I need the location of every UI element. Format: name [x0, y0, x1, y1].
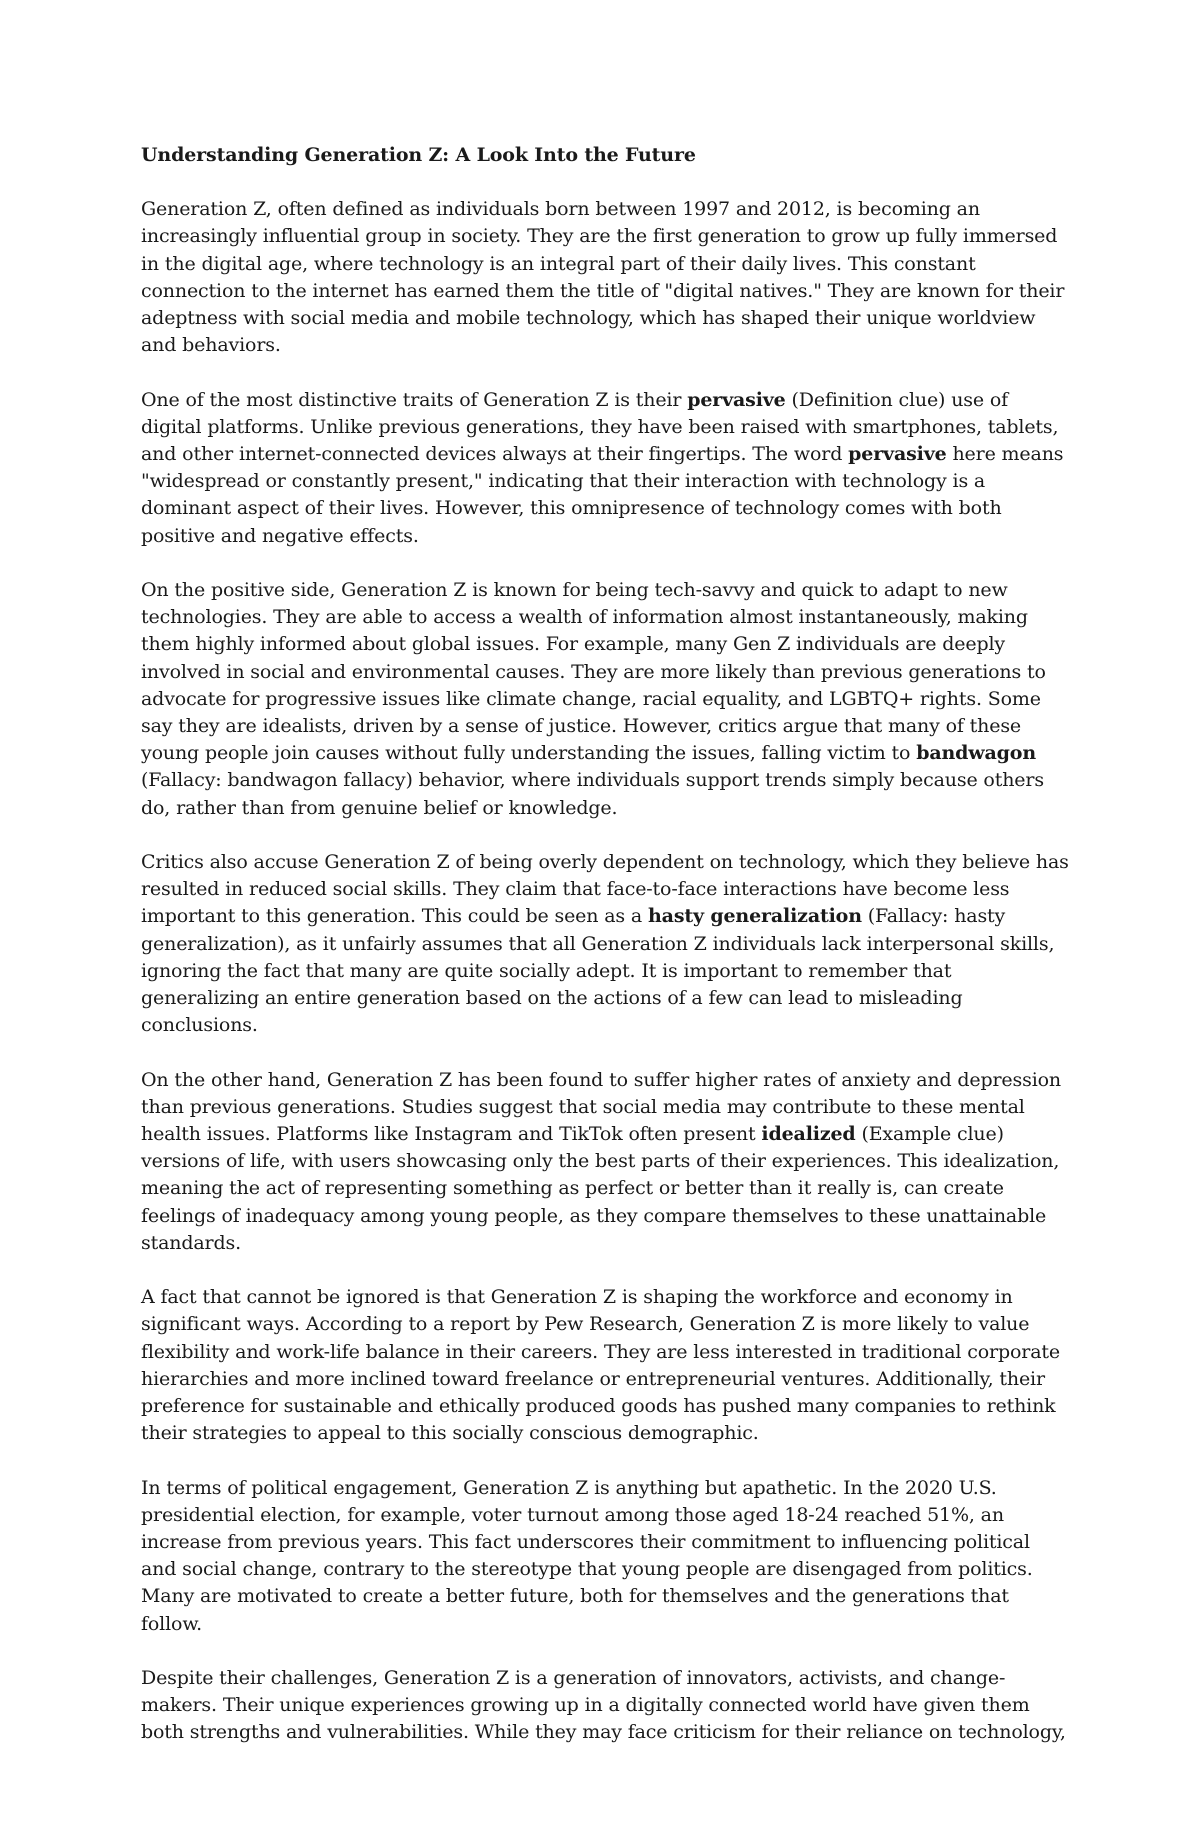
document-body	[141, 196, 1071, 1746]
body-paragraph	[141, 577, 1071, 822]
bold-term: hasty generalization	[648, 905, 862, 928]
body-paragraph	[141, 1067, 1071, 1257]
bold-term: idealized	[761, 1123, 856, 1146]
text-run: (Example clue) versions of life, with users showcasing only the best parts of their experiences. This idealization, meaning the act of representing something as perfect or better than it really is, can create feelings of inadequacy among young people, as they compare themselves to these unattainable standards.	[141, 1123, 1060, 1254]
text-run: In terms of political engagement, Generation Z is anything but apathetic. In the 2020 U.S. presidential election, for example, voter turnout among those aged 18-24 reached 51%, an increase from previous years. This fact underscores their commitment to influencing political and social change, contrary to the stereotype that young people are disengaged from politics. Many are motivated to create a better future, both for themselves and the generations that follow.	[141, 1476, 1033, 1635]
body-paragraph	[141, 849, 1071, 1039]
text-run: here means "widespread or constantly present," indicating that their interaction with technology is a dominant aspect of their lives. However, this omnipresence of technology comes with both positive and negative effects.	[141, 443, 1064, 547]
text-run: Generation Z, often defined as individuals born between 1997 and 2012, is becoming an increasingly influential group in society. They are the first generation to grow up fully immersed in the digital age, where technology is an integral part of their daily lives. This constant connection to the internet has earned them the title of "digital natives." They are known for their adeptness with social media and mobile technology, which has shaped their unique worldview and behaviors.	[141, 198, 1065, 357]
bold-term: pervasive	[848, 443, 947, 466]
text-run: (Fallacy: hasty generalization), as it unfairly assumes that all Generation Z individuals lack interpersonal skills, ignoring the fact that many are quite socially adept. It is important to remember that generalizing an entire generation based on the actions of a few can lead to misleading conclusions.	[141, 905, 1055, 1037]
text-run: (Fallacy: bandwagon fallacy) behavior, where individuals support trends simply because others do, rather than from genuine belief or knowledge.	[141, 769, 1044, 819]
body-paragraph	[141, 196, 1071, 359]
document-title: Understanding Generation Z: A Look Into the Future	[141, 144, 696, 166]
text-run: A fact that cannot be ignored is that Generation Z is shaping the workforce and economy in significant ways. According to a report by Pew Research, Generation Z is more likely to value flexibility and work-life balance in their careers. They are less interested in traditional corporate hierarchies and more inclined toward freelance or entrepreneurial ventures. Additionally, their preference for sustainable and ethically produced goods has pushed many companies to rethink their strategies to appeal to this socially conscious demographic.	[141, 1286, 1060, 1445]
bold-term: pervasive	[687, 388, 786, 411]
text-run: One of the most distinctive traits of Generation Z is their	[141, 388, 688, 411]
document-page	[141, 142, 1071, 1774]
text-run: Critics also accuse Generation Z of being overly dependent on technology, which they believe has resulted in reduced social skills. They claim that face-to-face interactions have become less important to this generation. This could be seen as a	[141, 851, 1069, 928]
body-paragraph	[141, 1665, 1071, 1747]
bold-term: bandwagon	[916, 742, 1036, 765]
body-paragraph	[141, 387, 1071, 550]
text-run: (Definition clue) use of digital platforms. Unlike previous generations, they have been raised with smartphones, tablets, and other internet-connected devices always at their fingertips. The word	[141, 388, 1059, 466]
body-paragraph	[141, 1284, 1071, 1447]
text-run: On the positive side, Generation Z is known for being tech-savvy and quick to adapt to new technologies. They are able to access a wealth of information almost instantaneously, making them highly informed about global issues. For example, many Gen Z individuals are deeply involved in social and environmental causes. They are more likely than previous generations to advocate for progressive issues like climate change, racial equality, and LGBTQ+ rights. Some say they are idealists, driven by a sense of justice. However, critics argue that many of these young people join causes without fully understanding the issues, falling victim to	[141, 579, 1046, 765]
text-run: Despite their challenges, Generation Z is a generation of innovators, activists, and change-makers. Their unique experiences growing up in a digitally connected world have given them both strengths and vulnerabilities. While they may face criticism for their reliance on technology,	[141, 1667, 1066, 1744]
body-paragraph	[141, 1475, 1071, 1638]
text-run: On the other hand, Generation Z has been found to suffer higher rates of anxiety and depression than previous generations. Studies suggest that social media may contribute to these mental health issues. Platforms like Instagram and TikTok often present	[141, 1068, 1062, 1146]
